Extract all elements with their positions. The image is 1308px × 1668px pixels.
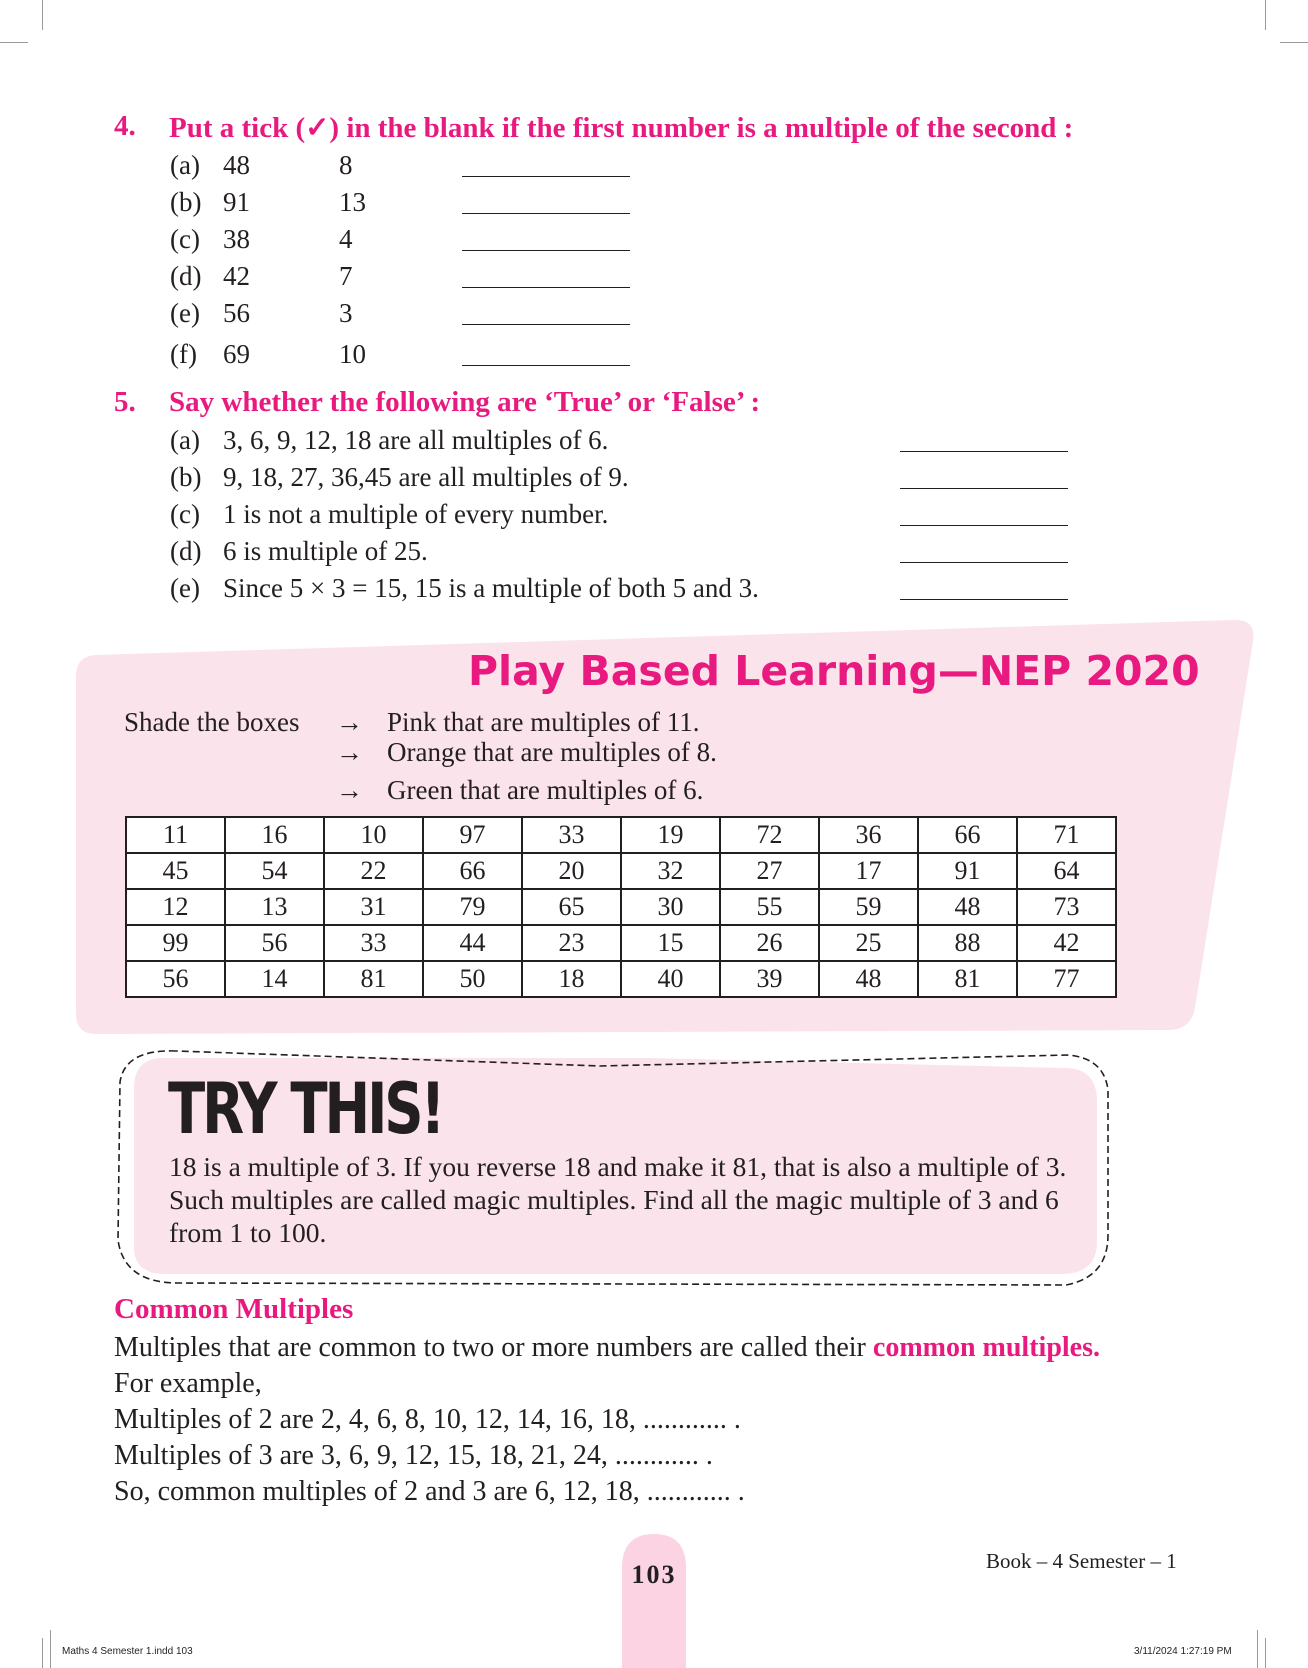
grid-cell[interactable]: 59	[819, 889, 918, 925]
grid-cell[interactable]: 22	[324, 853, 423, 889]
pbl-line-green: Green that are multiples of 6.	[387, 775, 704, 805]
q5-item-label: (c)	[170, 499, 200, 529]
grid-cell[interactable]: 39	[720, 961, 819, 997]
grid-cell[interactable]: 73	[1017, 889, 1116, 925]
grid-cell[interactable]: 12	[126, 889, 225, 925]
q4-item-label: (c)	[170, 224, 200, 254]
q4-item-first: 91	[223, 187, 250, 217]
q5-item-label: (e)	[170, 573, 200, 603]
pbl-lead: Shade the boxes	[124, 707, 300, 737]
slug-divider	[1257, 1630, 1258, 1668]
q4-item-first: 56	[223, 298, 250, 328]
intro-bold: common multiples.	[872, 1332, 1100, 1363]
q4-item-label: (a)	[170, 150, 200, 180]
grid-cell[interactable]: 55	[720, 889, 819, 925]
slug-divider	[50, 1630, 51, 1668]
pbl-arrow: →	[336, 737, 363, 767]
try-this-title: TRY THIS!	[168, 1068, 443, 1150]
grid-cell[interactable]: 64	[1017, 853, 1116, 889]
grid-cell[interactable]: 66	[918, 817, 1017, 853]
grid-cell[interactable]: 13	[225, 889, 324, 925]
grid-cell[interactable]: 16	[225, 817, 324, 853]
grid-cell[interactable]: 18	[522, 961, 621, 997]
q4-item-label: (d)	[170, 261, 202, 291]
grid-cell[interactable]: 79	[423, 889, 522, 925]
pbl-arrow: →	[336, 707, 363, 737]
intro-text: Multiples that are common to two or more numbers are called their	[114, 1332, 866, 1363]
grid-cell[interactable]: 27	[720, 853, 819, 889]
q5-title: Say whether the following are ‘True’ or ‘False’ :	[169, 386, 761, 418]
grid-cell[interactable]: 50	[423, 961, 522, 997]
q5-item-statement: 3, 6, 9, 12, 18 are all multiples of 6.	[223, 425, 609, 455]
example-line: Multiples of 3 are 3, 6, 9, 12, 15, 18, 21, 24, ............ .	[114, 1440, 713, 1471]
q5-item-label: (a)	[170, 425, 200, 455]
try-this-body: 18 is a multiple of 3. If you reverse 18 and make it 81, that is also a multiple of 3. Such multiples are called magic multiples. Find all the magic multiple of 3 and 6 from 1 to 100.	[169, 1151, 1067, 1248]
grid-cell[interactable]: 81	[918, 961, 1017, 997]
q5-item-label: (b)	[170, 462, 202, 492]
grid-cell[interactable]: 65	[522, 889, 621, 925]
grid-cell[interactable]: 44	[423, 925, 522, 961]
grid-cell[interactable]: 14	[225, 961, 324, 997]
grid-cell[interactable]: 31	[324, 889, 423, 925]
grid-cell[interactable]: 66	[423, 853, 522, 889]
grid-cell[interactable]: 56	[225, 925, 324, 961]
pbl-title: Play Based Learning—NEP 2020	[468, 647, 1200, 695]
q5-item-label: (d)	[170, 536, 202, 566]
page-number: 103	[631, 1560, 677, 1589]
grid-cell[interactable]: 48	[918, 889, 1017, 925]
grid-cell[interactable]: 11	[126, 817, 225, 853]
grid-cell[interactable]: 23	[522, 925, 621, 961]
pbl-line-orange: Orange that are multiples of 8.	[387, 737, 717, 767]
common-multiples-heading: Common Multiples	[114, 1293, 354, 1325]
q4-item-second: 4	[339, 224, 353, 254]
grid-cell[interactable]: 45	[126, 853, 225, 889]
grid-cell[interactable]: 19	[621, 817, 720, 853]
q5-item-statement: 9, 18, 27, 36,45 are all multiples of 9.	[223, 462, 629, 492]
example-line: Multiples of 2 are 2, 4, 6, 8, 10, 12, 14, 16, 18, ............ .	[114, 1404, 741, 1435]
grid-cell[interactable]: 26	[720, 925, 819, 961]
grid-cell[interactable]: 99	[126, 925, 225, 961]
grid-cell[interactable]: 10	[324, 817, 423, 853]
grid-cell[interactable]: 36	[819, 817, 918, 853]
q5-number: 5.	[114, 386, 136, 418]
print-timestamp: 3/11/2024 1:27:19 PM	[1134, 1646, 1232, 1657]
q4-item-second: 7	[339, 261, 353, 291]
q4-item-label: (e)	[170, 298, 200, 328]
grid-cell[interactable]: 30	[621, 889, 720, 925]
grid-cell[interactable]: 42	[1017, 925, 1116, 961]
grid-cell[interactable]: 88	[918, 925, 1017, 961]
grid-cell[interactable]: 33	[324, 925, 423, 961]
grid-cell[interactable]: 15	[621, 925, 720, 961]
q4-item-second: 13	[339, 187, 366, 217]
grid-cell[interactable]: 77	[1017, 961, 1116, 997]
q4-item-second: 8	[339, 150, 353, 180]
q4-item-label: (f)	[170, 339, 197, 369]
q4-item-second: 10	[339, 339, 366, 369]
grid-cell[interactable]: 40	[621, 961, 720, 997]
q4-item-first: 42	[223, 261, 250, 291]
q4-number: 4.	[114, 110, 136, 142]
q5-item-statement: Since 5 × 3 = 15, 15 is a multiple of both 5 and 3.	[223, 573, 759, 603]
example-line: So, common multiples of 2 and 3 are 6, 12, 18, ............ .	[114, 1476, 745, 1507]
q4-item-label: (b)	[170, 187, 202, 217]
q5-item-statement: 1 is not a multiple of every number.	[223, 499, 609, 529]
grid-cell[interactable]: 81	[324, 961, 423, 997]
pbl-arrow: →	[336, 775, 363, 805]
grid-cell[interactable]: 71	[1017, 817, 1116, 853]
pbl-line-pink: Pink that are multiples of 11.	[387, 707, 700, 737]
grid-cell[interactable]: 56	[126, 961, 225, 997]
q4-item-first: 48	[223, 150, 250, 180]
grid-cell[interactable]: 91	[918, 853, 1017, 889]
book-semester: Book – 4 Semester – 1	[986, 1549, 1177, 1573]
grid-cell[interactable]: 54	[225, 853, 324, 889]
q4-item-second: 3	[339, 298, 353, 328]
grid-cell[interactable]: 17	[819, 853, 918, 889]
q4-item-first: 69	[223, 339, 250, 369]
grid-cell[interactable]: 72	[720, 817, 819, 853]
q4-item-first: 38	[223, 224, 250, 254]
grid-cell[interactable]: 48	[819, 961, 918, 997]
grid-cell[interactable]: 33	[522, 817, 621, 853]
q4-title: Put a tick (✓) in the blank if the first number is a multiple of the second :	[169, 112, 1074, 144]
q5-item-statement: 6 is multiple of 25.	[223, 536, 428, 566]
grid-cell[interactable]: 25	[819, 925, 918, 961]
example-line: For example,	[114, 1368, 262, 1399]
grid-cell[interactable]: 32	[621, 853, 720, 889]
indd-filename: Maths 4 Semester 1.indd 103	[62, 1646, 193, 1657]
grid-cell[interactable]: 20	[522, 853, 621, 889]
grid-cell[interactable]: 97	[423, 817, 522, 853]
